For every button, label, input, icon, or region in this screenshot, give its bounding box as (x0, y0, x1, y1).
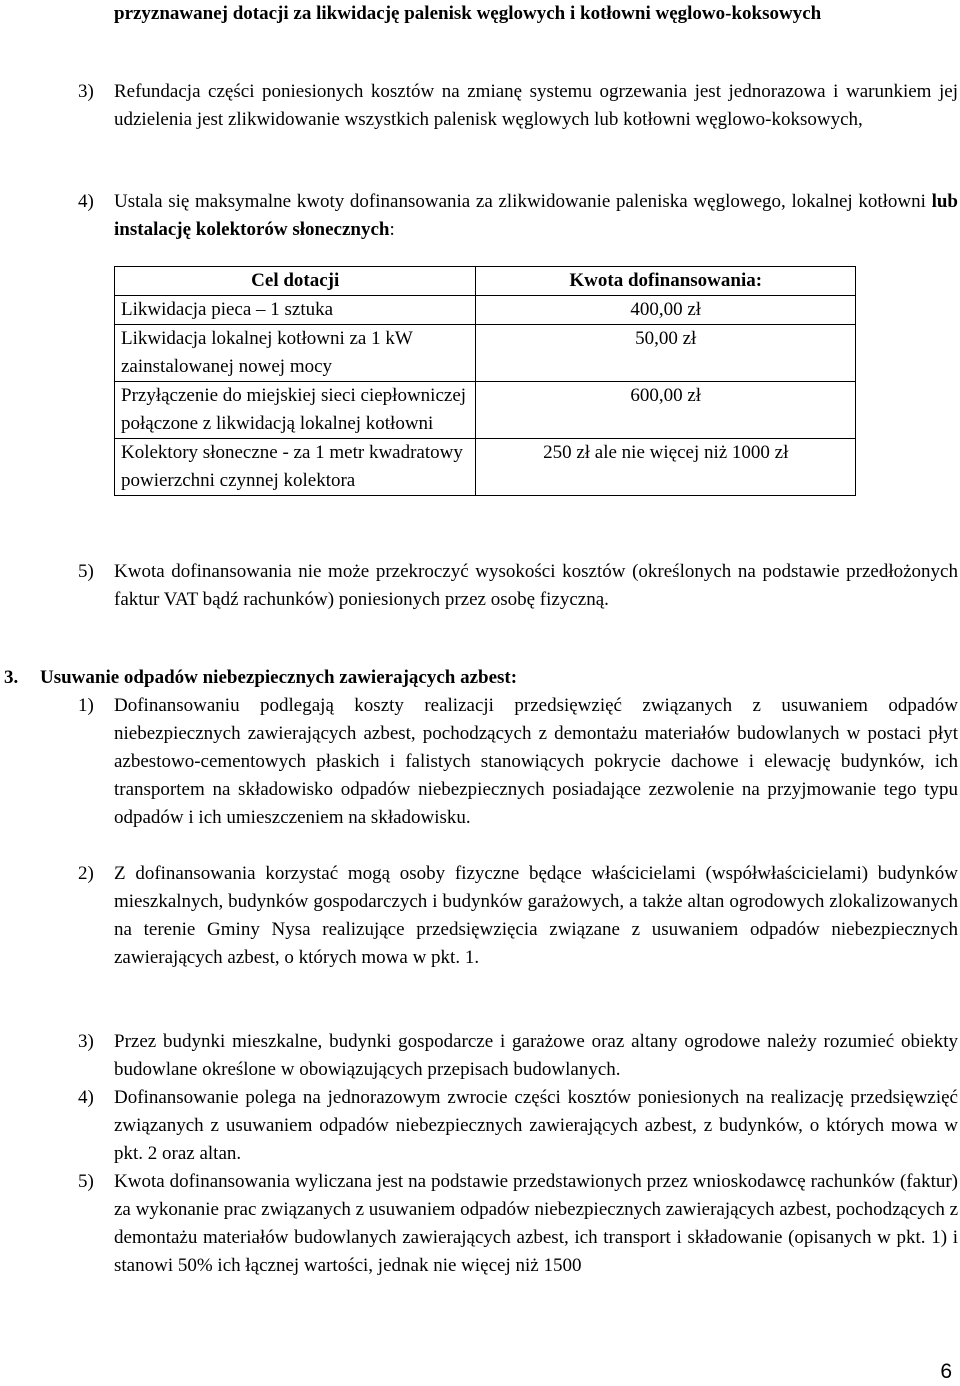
list-number: 2) (78, 863, 94, 884)
section-item-3 (78, 1028, 958, 1084)
list-text: Przez budynki mieszkalne, budynki gospodarcze i garażowe oraz altany ogrodowe należy rozumieć obiekty budowlane określone w obowiązujących przepisach budowlanych. (114, 1031, 958, 1080)
list-item-3 (78, 78, 958, 134)
table-header-amount: Kwota dofinansowania: (476, 267, 856, 296)
list-number: 4) (78, 1087, 94, 1108)
page-number: 6 (940, 1360, 952, 1383)
list-text: Z dofinansowania korzystać mogą osoby fizyczne będące właścicielami (współwłaścicielami) budynków mieszkalnych, budynków gospodarczych i budynków garażowych, a także altan ogrodowych zlokalizowanych na terenie Gminy Nysa realizujące przedsięwzięcia związane z usuwaniem odpadów niebezpiecznych zawierających azbest, o których mowa w pkt. 1. (114, 863, 958, 968)
table-cell-goal: Przyłączenie do miejskiej sieci ciepłowniczej połączone z likwidacją lokalnej kotłowni (115, 382, 476, 439)
list-number: 4) (78, 191, 94, 212)
table-cell-amount: 400,00 zł (476, 296, 856, 325)
list-item-5 (78, 558, 958, 614)
list-item-4 (78, 188, 958, 244)
table-cell-goal: Likwidacja pieca – 1 sztuka (115, 296, 476, 325)
list-number: 1) (78, 695, 94, 716)
section-item-2 (78, 860, 958, 972)
list-text: Kwota dofinansowania nie może przekroczyć wysokości kosztów (określonych na podstawie przedłożonych faktur VAT bądź rachunków) poniesionych przez osobę fizyczną. (114, 561, 958, 610)
list-number: 3) (78, 81, 94, 102)
table-row (115, 325, 856, 382)
list-text-bold: lub instalację kolektorów słonecznych (114, 191, 958, 240)
table-header-goal: Cel dotacji (115, 267, 476, 296)
table-row (115, 296, 856, 325)
table-row (115, 382, 856, 439)
section-item-4 (78, 1084, 958, 1168)
list-text-plain: Ustala się maksymalne kwoty dofinansowania za zlikwidowanie paleniska węglowego, lokalnej kotłowni (114, 191, 932, 212)
table-header-row (115, 267, 856, 296)
table-cell-amount: 250 zł ale nie więcej niż 1000 zł (476, 439, 856, 496)
table-cell-goal: Likwidacja lokalnej kotłowni za 1 kW zainstalowanej nowej mocy (115, 325, 476, 382)
intro-heading: przyznawanej dotacji za likwidację palenisk węglowych i kotłowni węglowo-koksowych (114, 3, 822, 24)
list-number: 3) (78, 1031, 94, 1052)
section-title: Usuwanie odpadów niebezpiecznych zawierających azbest: (40, 667, 518, 688)
list-number: 5) (78, 1171, 94, 1192)
list-number: 5) (78, 561, 94, 582)
list-text: Dofinansowaniu podlegają koszty realizacji przedsięwzięć związanych z usuwaniem odpadów niebezpiecznych zawierających azbest, pochodzących z demontażu materiałów budowlanych w postaci płyt azbestowo-cementowych płaskich i falistych stanowiących pokrycie dachowe i elewację budynków, ich transportem na składowisko odpadów niebezpiecznych posiadające zezwolenie na przyjmowanie tego typu odpadów i ich umieszczeniem na składowisku. (114, 695, 958, 828)
table-cell-amount: 600,00 zł (476, 382, 856, 439)
list-text (114, 188, 958, 244)
table-cell-goal: Kolektory słoneczne - za 1 metr kwadratowy powierzchni czynnej kolektora (115, 439, 476, 496)
list-text: Dofinansowanie polega na jednorazowym zwrocie części kosztów poniesionych na realizację przedsięwzięć związanych z usuwaniem odpadów niebezpiecznych zawierających azbest, z budynków, o których mowa w pkt. 2 oraz altan. (114, 1087, 958, 1164)
list-text-tail: : (389, 219, 395, 240)
table-cell-amount: 50,00 zł (476, 325, 856, 382)
subsidy-table (114, 266, 856, 496)
list-text: Refundacja części poniesionych kosztów na zmianę systemu ogrzewania jest jednorazowa i warunkiem jej udzielenia jest zlikwidowanie wszystkich palenisk węglowych lub kotłowni węglowo-koksowych, (114, 81, 958, 130)
section-number: 3. (4, 667, 19, 688)
section-item-1 (78, 692, 958, 832)
table-row (115, 439, 856, 496)
list-text: Kwota dofinansowania wyliczana jest na podstawie przedstawionych przez wnioskodawcę rachunków (faktur) za wykonanie prac związanych z usuwaniem odpadów niebezpiecznych zawierających azbest, pochodzących z demontażu materiałów budowlanych zawierających azbest, ich transport i składowanie (opisanych w pkt. 1) i stanowi 50% ich łącznej wartości, jednak nie więcej niż 1500 (114, 1171, 959, 1276)
section-item-5 (78, 1168, 958, 1280)
